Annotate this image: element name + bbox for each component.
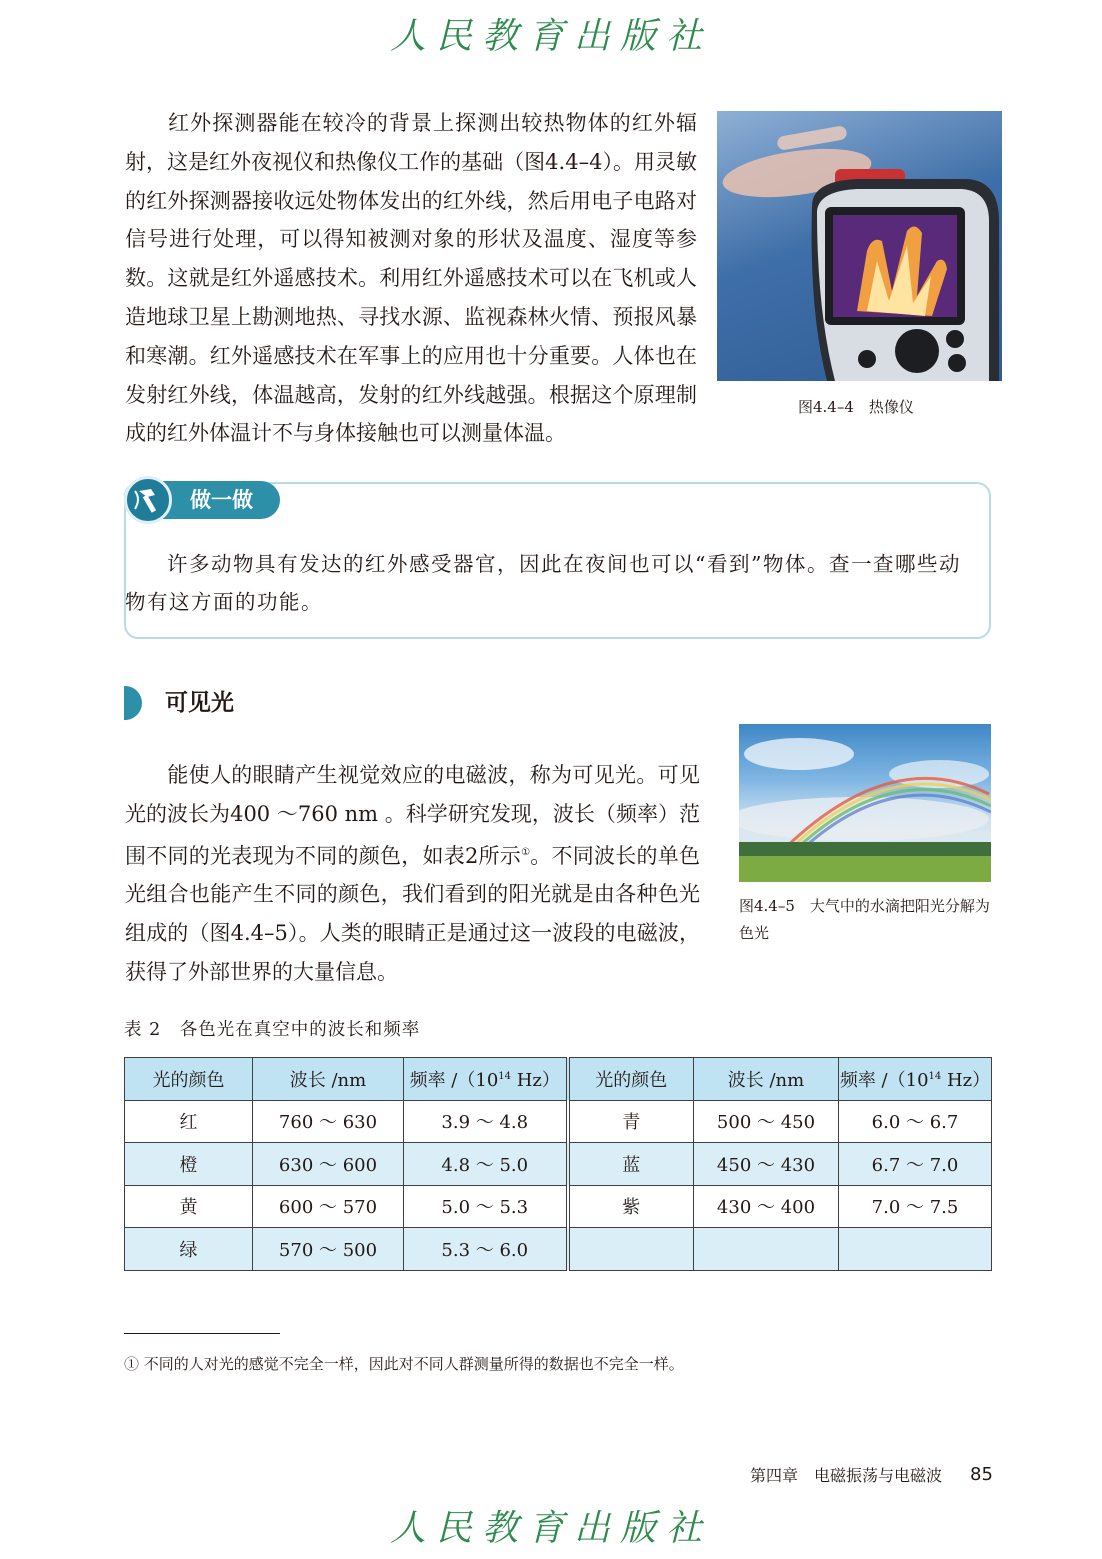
cell-wavelength: 430 ～ 400 [694,1185,839,1228]
cell-color: 紫 [568,1185,694,1228]
footnote: ① 不同的人对光的感觉不完全一样，因此对不同人群测量所得的数据也不完全一样。 [124,1355,684,1373]
publisher-logo-top: 人民教育出版社 [389,16,712,57]
thermal-imager-illustration [717,111,1002,381]
cell-frequency: 6.7 ～ 7.0 [839,1143,992,1186]
figure-caption-thermal-imager: 图4.4–4 热像仪 [798,398,914,416]
cell-color: 黄 [125,1185,253,1228]
paragraph-visible-light [125,756,700,992]
header-frequency: 频率 $/(10^{14}$ Hz） [839,1058,992,1101]
table-title: 表 2 各色光在真空中的波长和频率 [124,1020,421,1040]
cell-color: 蓝 [568,1143,694,1186]
table-row [125,1143,992,1186]
cell-color: 橙 [125,1143,253,1186]
cell-frequency: 5.0 ～ 5.3 [404,1185,568,1228]
paragraph-visible-light-text-a: 能使人的眼睛产生视觉效应的电磁波，称为可见光。可见光的波长为400 ～760 nm 。科学研究发现，波长（频率）范围不同的光表现为不同的颜色，如表2所示 [125,763,700,868]
rainbow-photo [739,724,991,882]
header-color: 光的颜色 [568,1058,694,1101]
table-row [125,1185,992,1228]
cell-frequency: 3.9 ～ 4.8 [404,1100,568,1143]
cell-frequency [839,1228,992,1271]
cell-frequency: 7.0 ～ 7.5 [839,1185,992,1228]
hammer-icon [124,476,172,524]
section-title: 可见光 [165,690,234,716]
paragraph-infrared-text: 红外探测器能在较冷的背景上探测出较热物体的红外辐射，这是红外夜视仪和热像仪工作的基础（图4.4–4）。用灵敏的红外探测器接收远处物体发出的红外线，然后用电子电路对信号进行处理，可以得知被测对象的形状及温度、湿度等参数。这就是红外遥感技术。利用红外遥感技术可以在飞机或人造地球卫星上勘测地热、寻找水源、监视森林火情、预报风暴和寒潮。红外遥感技术在军事上的应用也十分重要。人体也在发射红外线，体温越高，发射的红外线越强。根据这个原理制成的红外体温计不与身体接触也可以测量体温。 [125,111,697,446]
publisher-logo-bottom: 人民教育出版社 [389,1508,712,1549]
activity-text [125,545,975,621]
cell-wavelength: 760 ～ 630 [253,1100,404,1143]
cell-wavelength: 450 ～ 430 [694,1143,839,1186]
cell-color [568,1228,694,1271]
paragraph-visible-light-text-b: 。不同波长的单色光组合也能产生不同的颜色，我们看到的阳光就是由各种色光组成的（图4.4–5）。人类的眼睛正是通过这一波段的电磁波，获得了外部世界的大量信息。 [125,843,701,984]
cell-frequency: 6.0 ～ 6.7 [839,1100,992,1143]
cell-frequency: 4.8 ～ 5.0 [404,1143,568,1186]
cell-wavelength: 600 ～ 570 [253,1185,404,1228]
table-row [125,1100,992,1143]
paragraph-infrared [125,104,697,453]
header-wavelength: 波长 /nm [694,1058,839,1101]
wavelength-frequency-table [124,1057,992,1271]
table-row [125,1228,992,1271]
header-frequency: 频率 $/(10^{14}$ Hz） [404,1058,568,1101]
rainbow-illustration [739,724,991,882]
footnote-mark: ① [521,846,531,858]
cell-wavelength: 500 ～ 450 [694,1100,839,1143]
cell-wavelength [694,1228,839,1271]
activity-text-content: 许多动物具有发达的红外感受器官，因此在夜间也可以“看到”物体。查一查哪些动物有这方面的功能。 [125,552,961,614]
activity-label: 做一做 [160,481,280,519]
hammer-icon-glyph [127,479,169,521]
header-color: 光的颜色 [125,1058,253,1101]
header-wavelength: 波长 /nm [253,1058,404,1101]
figure-caption-rainbow: 图4.4–5 大气中的水滴把阳光分解为色光 [739,897,990,942]
cell-wavelength: 630 ～ 600 [253,1143,404,1186]
section-marker [124,686,142,720]
table-header-row [125,1058,992,1101]
cell-frequency: 5.3 ～ 6.0 [404,1228,568,1271]
cell-wavelength: 570 ～ 500 [253,1228,404,1271]
page-number: 85 [970,1464,993,1485]
cell-color: 青 [568,1100,694,1143]
cell-color: 红 [125,1100,253,1143]
cell-color: 绿 [125,1228,253,1271]
thermal-imager-photo [717,111,1002,381]
footnote-divider [124,1333,280,1334]
footer-chapter-title: 第四章 电磁振荡与电磁波 [750,1466,943,1485]
